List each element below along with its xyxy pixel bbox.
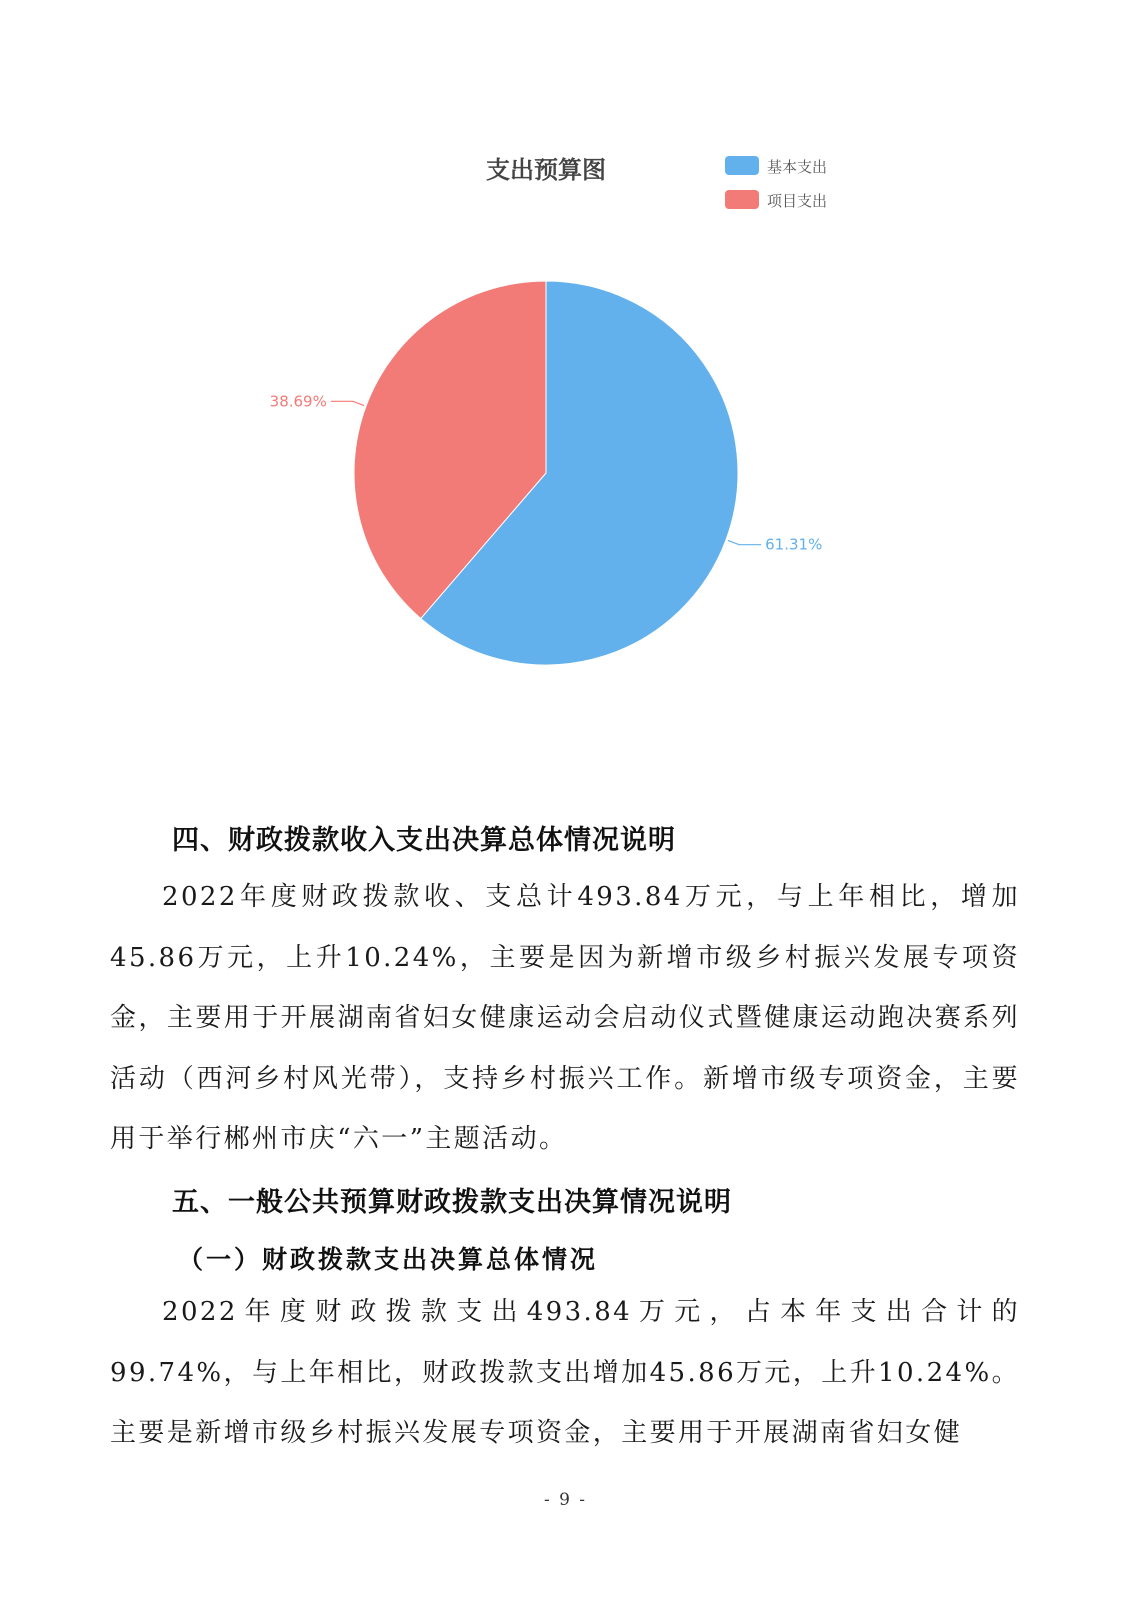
- page-number: - 9 -: [543, 1490, 588, 1510]
- legend-label-project: 项目支出: [767, 192, 828, 210]
- data-label-basic: 61.31%: [765, 535, 823, 554]
- legend-swatch-project[interactable]: [725, 190, 759, 209]
- data-label-project: 38.69%: [269, 392, 327, 411]
- legend: [725, 156, 827, 210]
- chart-title: 支出预算图: [486, 156, 606, 184]
- section-four-heading: 四、财政拨款收入支出决算总体情况说明: [172, 825, 676, 856]
- section-four-paragraph: 2022年度财政拨款收、支总计493.84万元，与上年相比，增加45.86万元，上升10.24%，主要是因为新增市级乡村振兴发展专项资金，主要用于开展湖南省妇女健康运动会启动仪式暨健康运动跑决赛系列活动（西河乡村风光带），支持乡村振兴工作。新增市级专项资金，主要用于举行郴州市庆“六一”主题活动。: [110, 882, 1020, 1154]
- legend-label-basic: 基本支出: [767, 158, 828, 176]
- section-five-subheading: （一）财政拨款支出决算总体情况: [178, 1245, 599, 1274]
- section-five-heading: 五、一般公共预算财政拨款支出决算情况说明: [172, 1187, 732, 1218]
- pie: [270, 281, 823, 665]
- section-five-paragraph: 2022年度财政拨款支出493.84万元，占本年支出合计的99.74%，与上年相比，财政拨款支出增加45.86万元，上升10.24%。主要是新增市级乡村振兴发展专项资金，主要用于开展湖南省妇女健: [110, 1297, 1020, 1448]
- leader-line-project: [331, 401, 364, 405]
- legend-swatch-basic[interactable]: [725, 156, 759, 175]
- leader-line-basic: [728, 540, 761, 544]
- expenditure-pie-chart: [0, 0, 1131, 720]
